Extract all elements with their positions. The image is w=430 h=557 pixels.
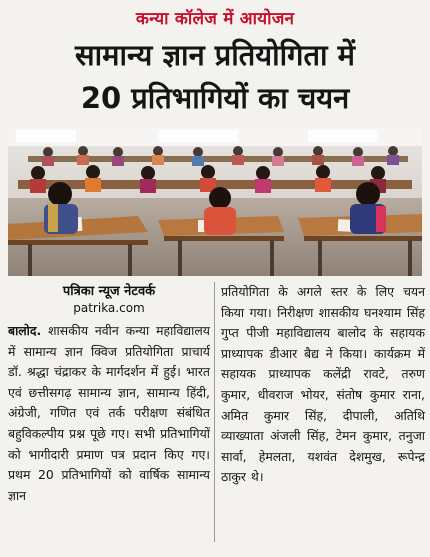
- left-column-text: शासकीय नवीन कन्या महाविद्यालय में सामान्य ज्ञान क्विज प्रतियोगिता प्राचार्य डॉ. श्रद्धा चंद्राकर के मार्गदर्शन में हुई। भारत एवं छत्तीसगढ़ सामान्य ज्ञान, सामान्य हिंदी, अंग्रेजी, गणित एवं तर्क परीक्षण संबंधित बहुविकल्पीय प्रश्न पूछे गए। सभी प्रतिभागियों को भागीदारी प्रमाण पत्र प्रदान किए गए। प्रथम 20 प्रतिभागियों को वार्षिक सामान्य ज्ञान: [8, 323, 210, 503]
- website-link[interactable]: patrika.com: [73, 301, 145, 315]
- article-body-left: [8, 321, 210, 506]
- dateline-place: बालोद.: [8, 323, 42, 338]
- article-kicker: कन्या कॉलेज में आयोजन: [135, 9, 295, 29]
- column-divider: [214, 282, 215, 542]
- right-column-text: प्रतियोगिता के अगले स्तर के लिए चयन किया गया। निरीक्षण शासकीय घनश्याम सिंह गुप्त पीजी महाविद्यालय बालोद के सहायक प्राध्यापक डीआर बैद्य ने किया। कार्यक्रम में सहायक प्राध्यापक कलेंद्री रावटे, तरुण कुमार, धीवराज भोयर, संतोष कुमार राना, अमित कुमार सिंह, दीपाली, अतिथि व्याख्याता अंजली सिंह, टेमन कुमार, तनुजा सार्वा, हेमलता, यशवंत देशमुख, रूपेन्द्र ठाकुर थे।: [221, 284, 425, 485]
- exam-hall-illustration: [8, 128, 422, 276]
- article-headline: [0, 34, 430, 120]
- byline: पत्रिका न्यूज नेटवर्क: [62, 284, 156, 299]
- article-body-right: [221, 282, 425, 488]
- exam-hall-photo: [8, 128, 422, 276]
- headline-line-2: 20 प्रतिभागियों का चयन: [80, 81, 350, 115]
- headline-line-1: सामान्य ज्ञान प्रतियोगिता में: [75, 38, 355, 72]
